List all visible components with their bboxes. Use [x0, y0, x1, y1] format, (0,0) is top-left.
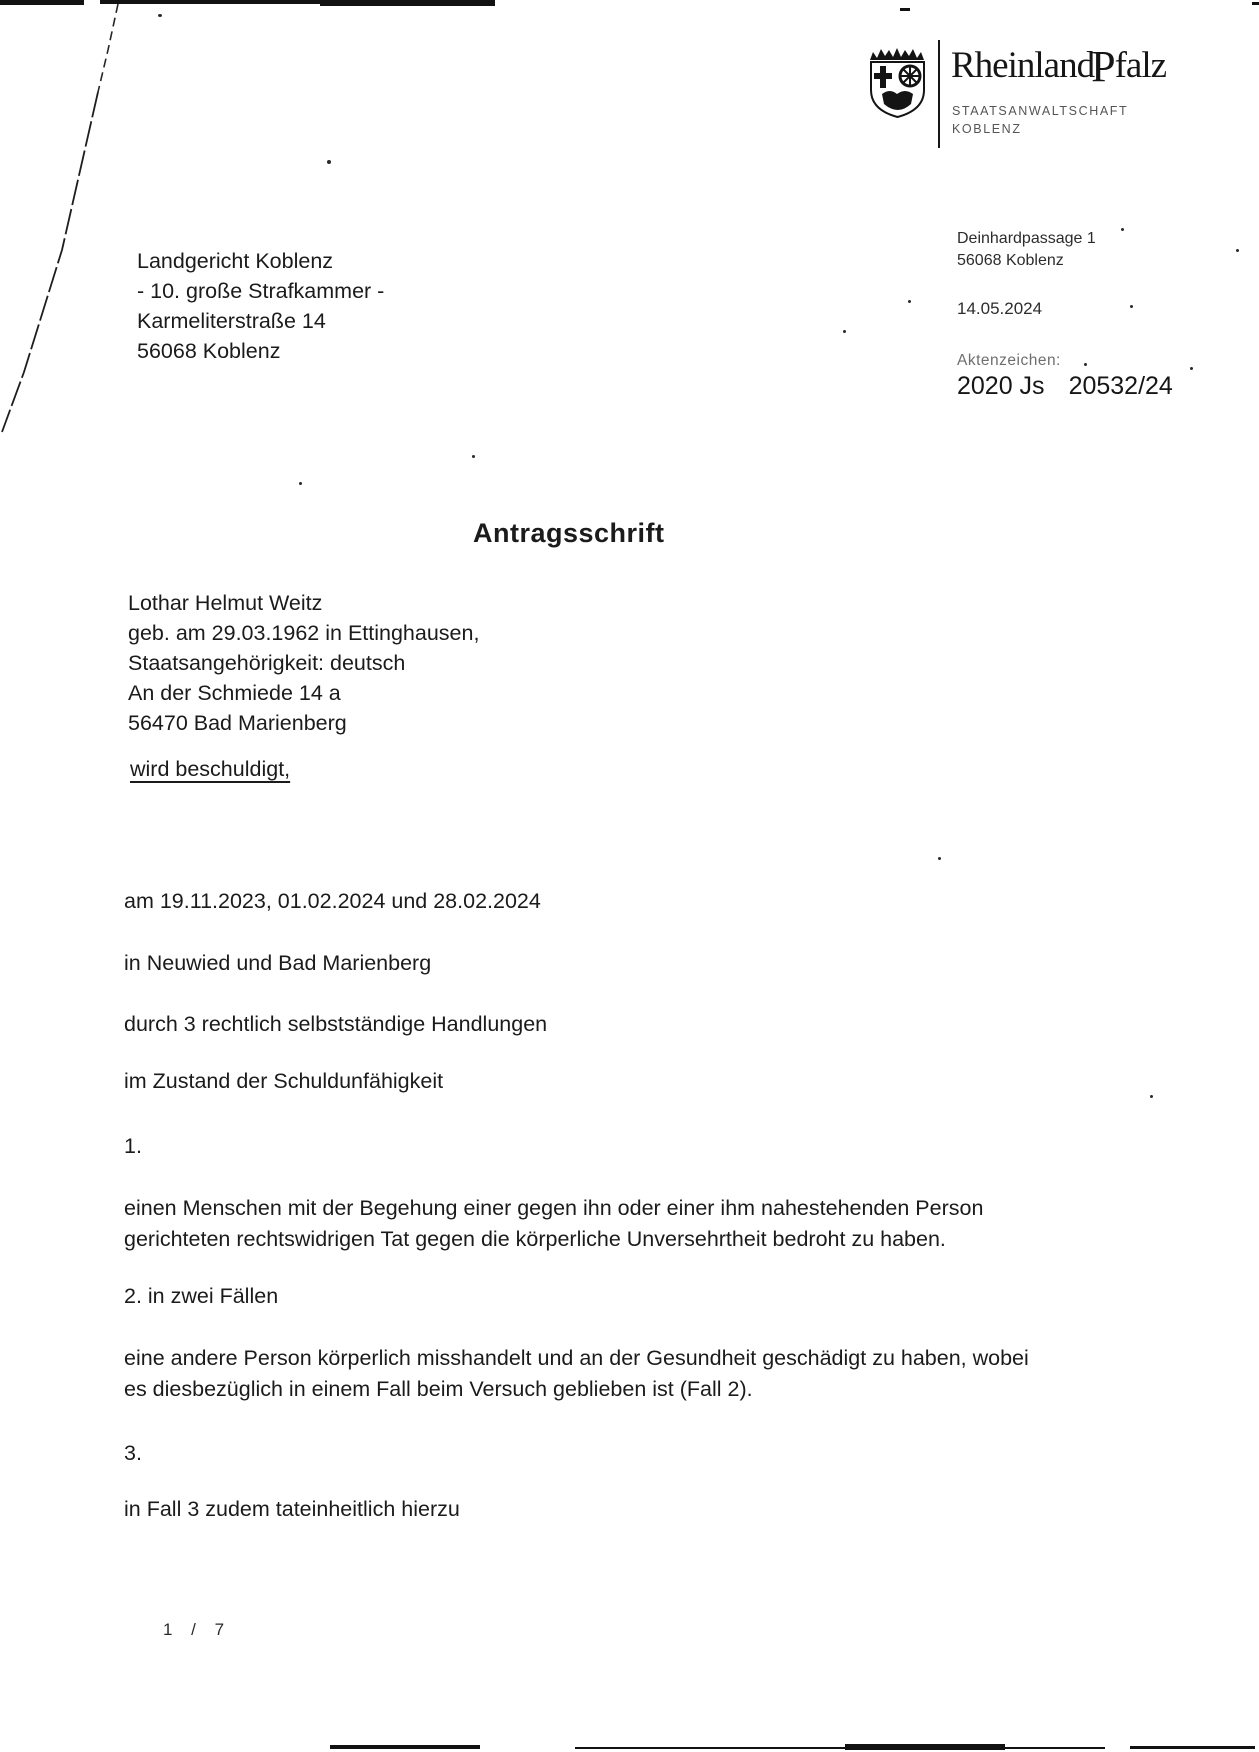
count1-label: 1. [124, 1134, 142, 1158]
scan-edge-artifact-bottom [330, 1745, 480, 1749]
accused-details [128, 588, 479, 738]
scan-edge-artifact-bottom [1005, 1747, 1105, 1749]
recipient-line: 56068 Koblenz [137, 339, 281, 363]
brand-part2: falz [1114, 45, 1167, 86]
sender-city: 56068 Koblenz [957, 252, 1064, 269]
file-number-part2: 20532/24 [1068, 372, 1173, 400]
file-number [957, 372, 1247, 401]
brand-part1: Rheinland [951, 45, 1095, 86]
scan-edge-artifact-top [320, 0, 495, 6]
scan-speckle [1150, 1095, 1153, 1098]
accused-street: An der Schmiede 14 a [128, 681, 341, 705]
scan-edge-artifact-top [1252, 2, 1259, 5]
count2-text: eine andere Person körperlich misshandelt und an der Gesundheit geschädigt zu haben, wobei es diesbezüglich in einem Fall beim Versuch geblieben ist (Fall 2). [124, 1346, 1029, 1401]
file-number-label: Aktenzeichen: [957, 352, 1061, 369]
file-number-part1: 2020 Js [957, 372, 1045, 400]
scan-speckle [908, 300, 911, 303]
page-indicator: 1 / 7 [163, 1620, 227, 1639]
recipient-line: - 10. große Strafkammer - [137, 279, 385, 303]
agency-name: STAATSANWALTSCHAFT [952, 104, 1129, 118]
letterhead-divider [938, 40, 940, 148]
scan-speckle [843, 330, 846, 333]
recipient-address [137, 246, 384, 366]
scan-edge-artifact-top [100, 0, 320, 4]
offense-places: in Neuwied und Bad Marienberg [124, 951, 432, 975]
recipient-line: Landgericht Koblenz [137, 249, 334, 273]
accused-name: Lothar Helmut Weitz [128, 591, 323, 615]
accused-nationality: Staatsangehörigkeit: deutsch [128, 651, 406, 675]
agency-city: KOBLENZ [952, 122, 1022, 136]
offense-dates: am 19.11.2023, 01.02.2024 und 28.02.2024 [124, 889, 541, 913]
scan-speckle [327, 160, 331, 164]
recipient-line: Karmeliterstraße 14 [137, 309, 326, 333]
scan-speckle [158, 14, 162, 17]
rheinland-pfalz-coat-of-arms-icon [868, 46, 927, 120]
brand-wordmark: RheinlandPfalz [951, 42, 1167, 91]
count2-label: 2. in zwei Fällen [124, 1284, 279, 1308]
scan-speckle [938, 857, 941, 860]
scan-edge-artifact-bottom [1130, 1746, 1255, 1749]
scan-edge-artifact-bottom [575, 1747, 845, 1749]
scan-edge-artifact-top [0, 0, 84, 5]
scan-edge-artifact-top [900, 8, 910, 11]
document-title: Antragsschrift [473, 518, 665, 548]
scan-speckle [299, 482, 302, 485]
scan-speckle [472, 455, 475, 458]
offense-acts: durch 3 rechtlich selbstständige Handlungen [124, 1012, 548, 1036]
count1-text: einen Menschen mit der Begehung einer gegen ihn oder einer ihm nahestehenden Person gerichteten rechtswidrigen Tat gegen die körperliche Unversehrtheit bedroht zu haben. [124, 1196, 984, 1251]
sender-street: Deinhardpassage 1 [957, 230, 1096, 247]
accused-city: 56470 Bad Marienberg [128, 711, 347, 735]
count3-label: 3. [124, 1441, 142, 1465]
accusation-intro: wird beschuldigt, [130, 757, 291, 781]
count3-text: in Fall 3 zudem tateinheitlich hierzu [124, 1497, 460, 1521]
offense-state: im Zustand der Schuldunfähigkeit [124, 1069, 444, 1093]
accused-birth: geb. am 29.03.1962 in Ettinghausen, [128, 621, 480, 645]
scan-edge-artifact-bottom [845, 1744, 1005, 1750]
letter-date: 14.05.2024 [957, 299, 1043, 318]
sender-info [957, 228, 1247, 401]
